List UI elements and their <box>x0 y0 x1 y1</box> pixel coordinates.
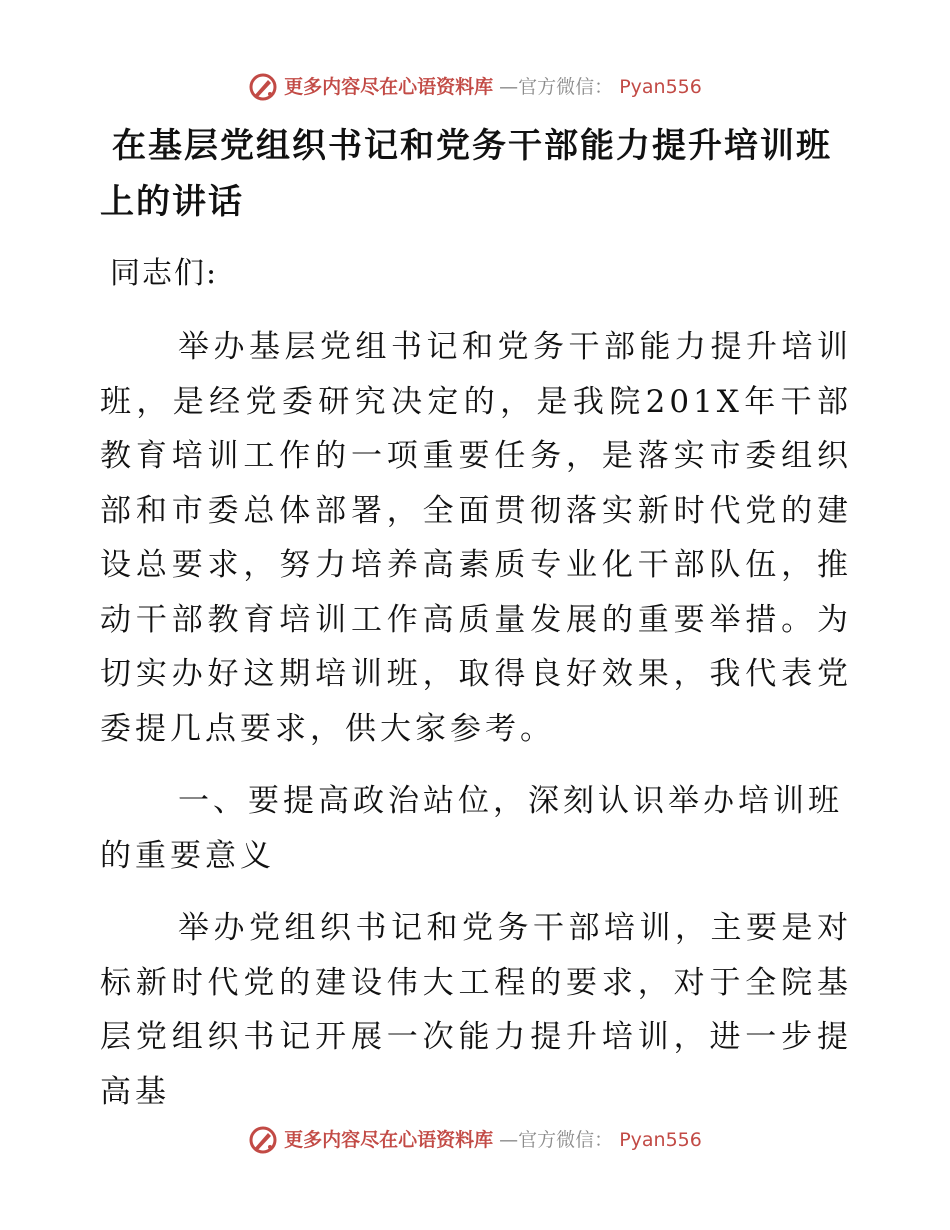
watermark-main-text: 更多内容尽在心语资料库 <box>284 1129 494 1151</box>
salutation: 同志们: <box>110 256 219 291</box>
section-heading-1: 一、要提高政治站位，深刻认识举办培训班的重要意义 <box>100 783 843 874</box>
paragraph-1: 举办基层党组书记和党务干部能力提升培训班，是经党委研究决定的，是我院201X年干部教育培训工作的一项重要任务，是落实市委组织部和市委总体部署，全面贯彻落实新时代党的建设总要求，努力培养高素质专业化干部队伍，推动干部教育培训工作高质量发展的重要举措。为切实办好这期培训班，取得良好效果，我代表党委提几点要求，供大家参考。 <box>100 329 852 747</box>
watermark-header <box>0 72 950 102</box>
watermark-id-text: Pyan556 <box>619 1129 702 1151</box>
pen-logo-icon <box>248 72 278 102</box>
watermark-mid-text: —官方微信： <box>499 76 614 98</box>
document-body <box>100 118 852 1119</box>
watermark-main-text: 更多内容尽在心语资料库 <box>284 76 494 98</box>
paragraph-2: 举办党组织书记和党务干部培训，主要是对标新时代党的建设伟大工程的要求，对于全院基层党组织书记开展一次能力提升培训，进一步提高基 <box>100 910 852 1110</box>
watermark-footer <box>0 1125 950 1155</box>
watermark-mid-text: —官方微信： <box>499 1129 614 1151</box>
pen-logo-icon <box>248 1125 278 1155</box>
watermark-id-text: Pyan556 <box>619 76 702 98</box>
document-title: 在基层党组织书记和党务干部能力提升培训班上的讲话 <box>100 126 832 222</box>
